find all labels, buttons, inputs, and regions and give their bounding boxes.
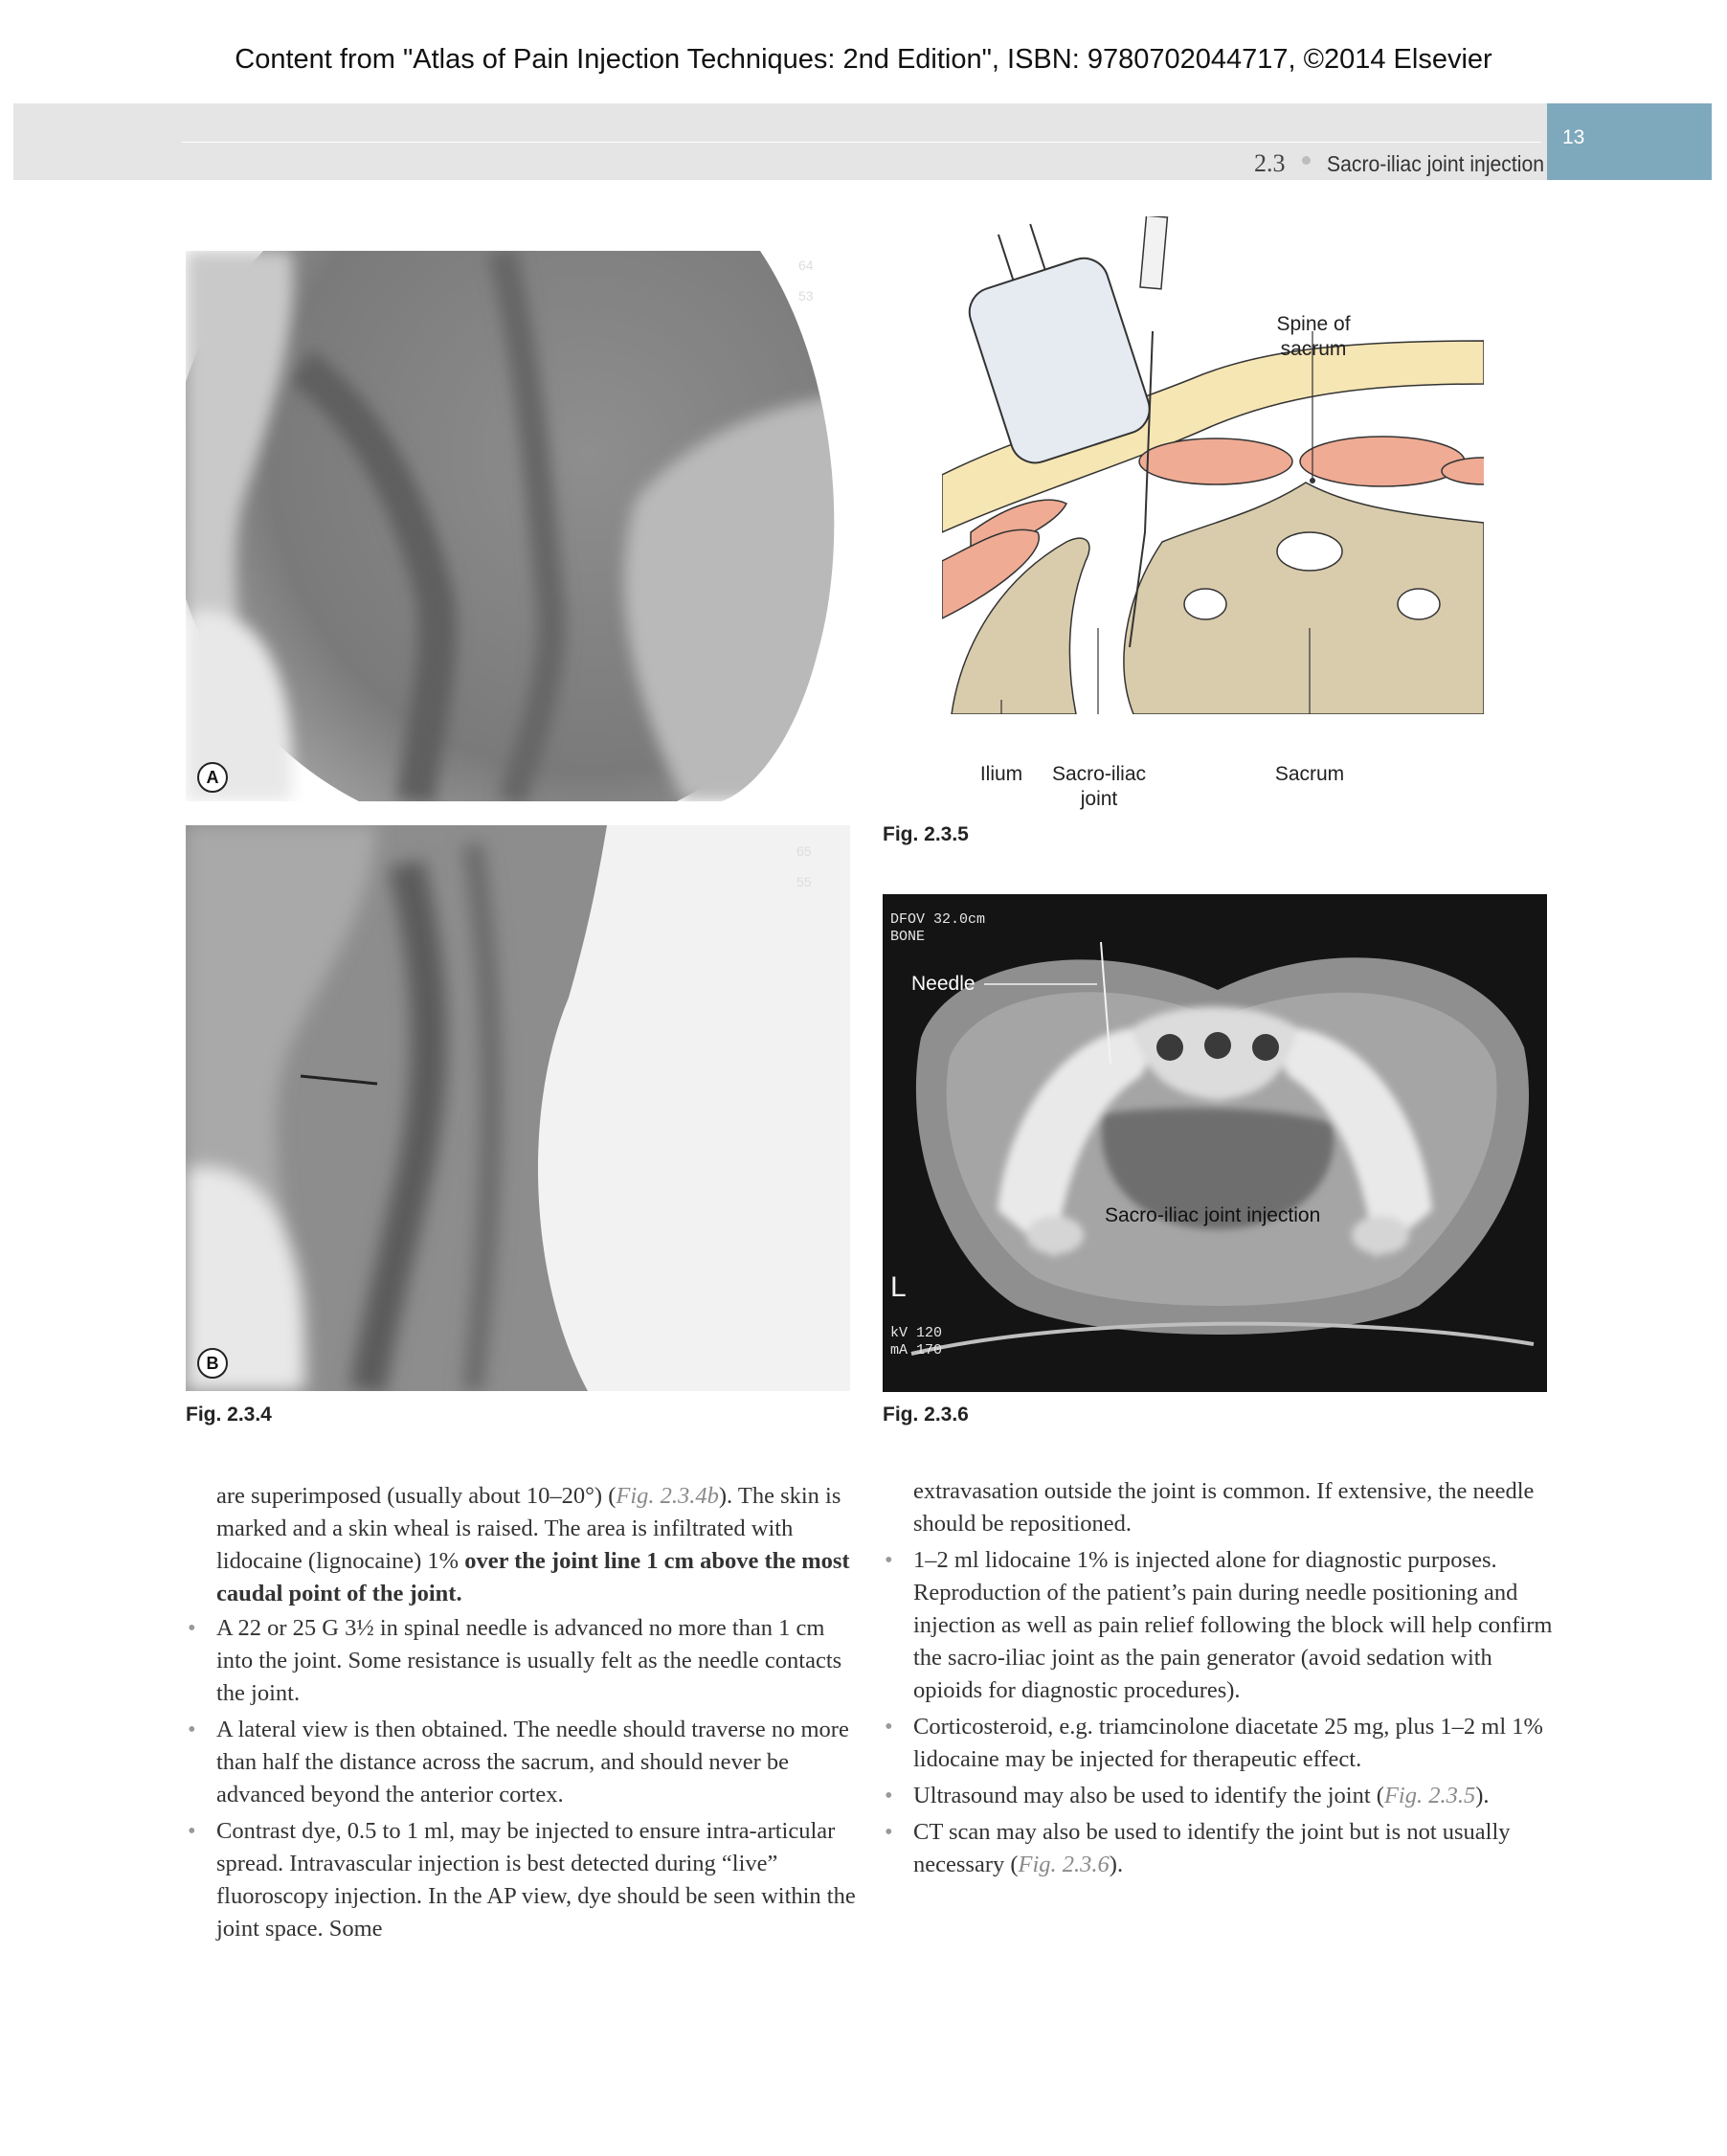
fig-2-3-6-caption: Fig. 2.3.6 <box>883 1404 969 1426</box>
fig-2-3-4-caption: Fig. 2.3.4 <box>186 1404 272 1426</box>
fluoroscopy-image-a <box>186 251 850 801</box>
ct-overlay-side: L <box>890 1271 907 1303</box>
list-item: • CT scan may also be used to identify the joint but is not usually necessary (Fig. 2.3.6). <box>883 1816 1553 1881</box>
panel-a-overlay-1: 64 <box>798 258 814 273</box>
fig-ref-2-3-4b[interactable]: Fig. 2.3.4b <box>616 1483 719 1509</box>
panel-b-overlay-1: 65 <box>796 843 812 859</box>
right-bullet-list <box>883 1544 1553 1881</box>
label-sacrum: Sacrum <box>1274 763 1345 785</box>
fluoroscopy-panel-b <box>186 825 850 1391</box>
left-bullet-list <box>186 1612 856 1945</box>
panel-b-badge: B <box>197 1348 228 1379</box>
ct-label-injection: Sacro-iliac joint injection <box>1105 1204 1321 1226</box>
diagram-drawing <box>942 216 1484 714</box>
fluoroscopy-panel-a <box>186 251 850 801</box>
ct-label-needle: Needle <box>911 973 976 995</box>
section-separator-dot <box>1302 156 1311 165</box>
fig-2-3-5-caption: Fig. 2.3.5 <box>883 823 969 845</box>
section-title: Sacro-iliac joint injection <box>1327 151 1544 176</box>
list-item: • A lateral view is then obtained. The needle should traverse no more than half the distance across the sacrum, and should never be advanced beyond the anterior cortex. <box>186 1714 856 1811</box>
left-text-column <box>186 1480 856 1945</box>
ct-scan-image <box>883 894 1547 1392</box>
list-item: • A 22 or 25 G 3½ in spinal needle is advanced no more than 1 cm into the joint. Some resistance is usually felt as the needle contacts the joint. <box>186 1612 856 1710</box>
list-item: • Corticosteroid, e.g. triamcinolone diacetate 25 mg, plus 1–2 ml 1% lidocaine may be injected for therapeutic effect. <box>883 1711 1553 1776</box>
ultrasound-diagram <box>942 216 1484 839</box>
right-continuation-paragraph: extravasation outside the joint is common. If extensive, the needle should be repositioned. <box>913 1478 1535 1537</box>
ct-overlay-kv: kV 120 <box>890 1325 943 1341</box>
panel-b-overlay-2: 55 <box>796 874 812 889</box>
page-number: 13 <box>1562 126 1585 148</box>
header-rule <box>182 142 1541 143</box>
list-item: • Contrast dye, 0.5 to 1 ml, may be injected to ensure intra-articular spread. Intravascular injection is best detected during “live” fluoroscopy injection. In the AP view, dye should be seen within the joint space. Some <box>186 1815 856 1945</box>
source-credit: Content from "Atlas of Pain Injection Techniques: 2nd Edition", ISBN: 9780702044717, ©2014 Elsevier <box>235 44 1492 75</box>
section-number: 2.3 <box>1254 149 1286 177</box>
list-item: • Ultrasound may also be used to identify the joint (Fig. 2.3.5). <box>883 1780 1553 1812</box>
left-continuation-paragraph: are superimposed (usually about 10–20°) (Fig. 2.3.4b). The skin is marked and a skin wheal is raised. The area is infiltrated with lidocaine (lignocaine) 1% over the joint line 1 cm above the most caudal point of the joint. <box>216 1483 850 1606</box>
fluoroscopy-image-b <box>186 825 850 1391</box>
right-text-column <box>883 1475 1553 1881</box>
fig-ref-2-3-5[interactable]: Fig. 2.3.5 <box>1383 1783 1476 1808</box>
list-item: • 1–2 ml lidocaine 1% is injected alone for diagnostic purposes. Reproduction of the patient’s pain during needle positioning and injection as well as pain relief following the block will help confirm the sacro-iliac joint as the pain generator (avoid sedation with opioids for diagnostic procedures). <box>883 1544 1553 1707</box>
ct-overlay-dfov: DFOV 32.0cm <box>890 911 986 928</box>
label-ilium: Ilium <box>979 763 1023 785</box>
label-spine-of-sacrum: Spine of sacrum <box>1276 313 1351 360</box>
panel-a-overlay-2: 53 <box>798 288 814 303</box>
ct-scan-drawing <box>883 894 1547 1392</box>
ct-overlay-bone: BONE <box>890 929 926 945</box>
ct-overlay-ma: mA 170 <box>890 1342 943 1359</box>
label-sacro-iliac-joint: Sacro-iliac joint <box>1051 763 1147 810</box>
fig-ref-2-3-6[interactable]: Fig. 2.3.6 <box>1018 1852 1110 1877</box>
panel-a-badge: A <box>197 762 228 793</box>
